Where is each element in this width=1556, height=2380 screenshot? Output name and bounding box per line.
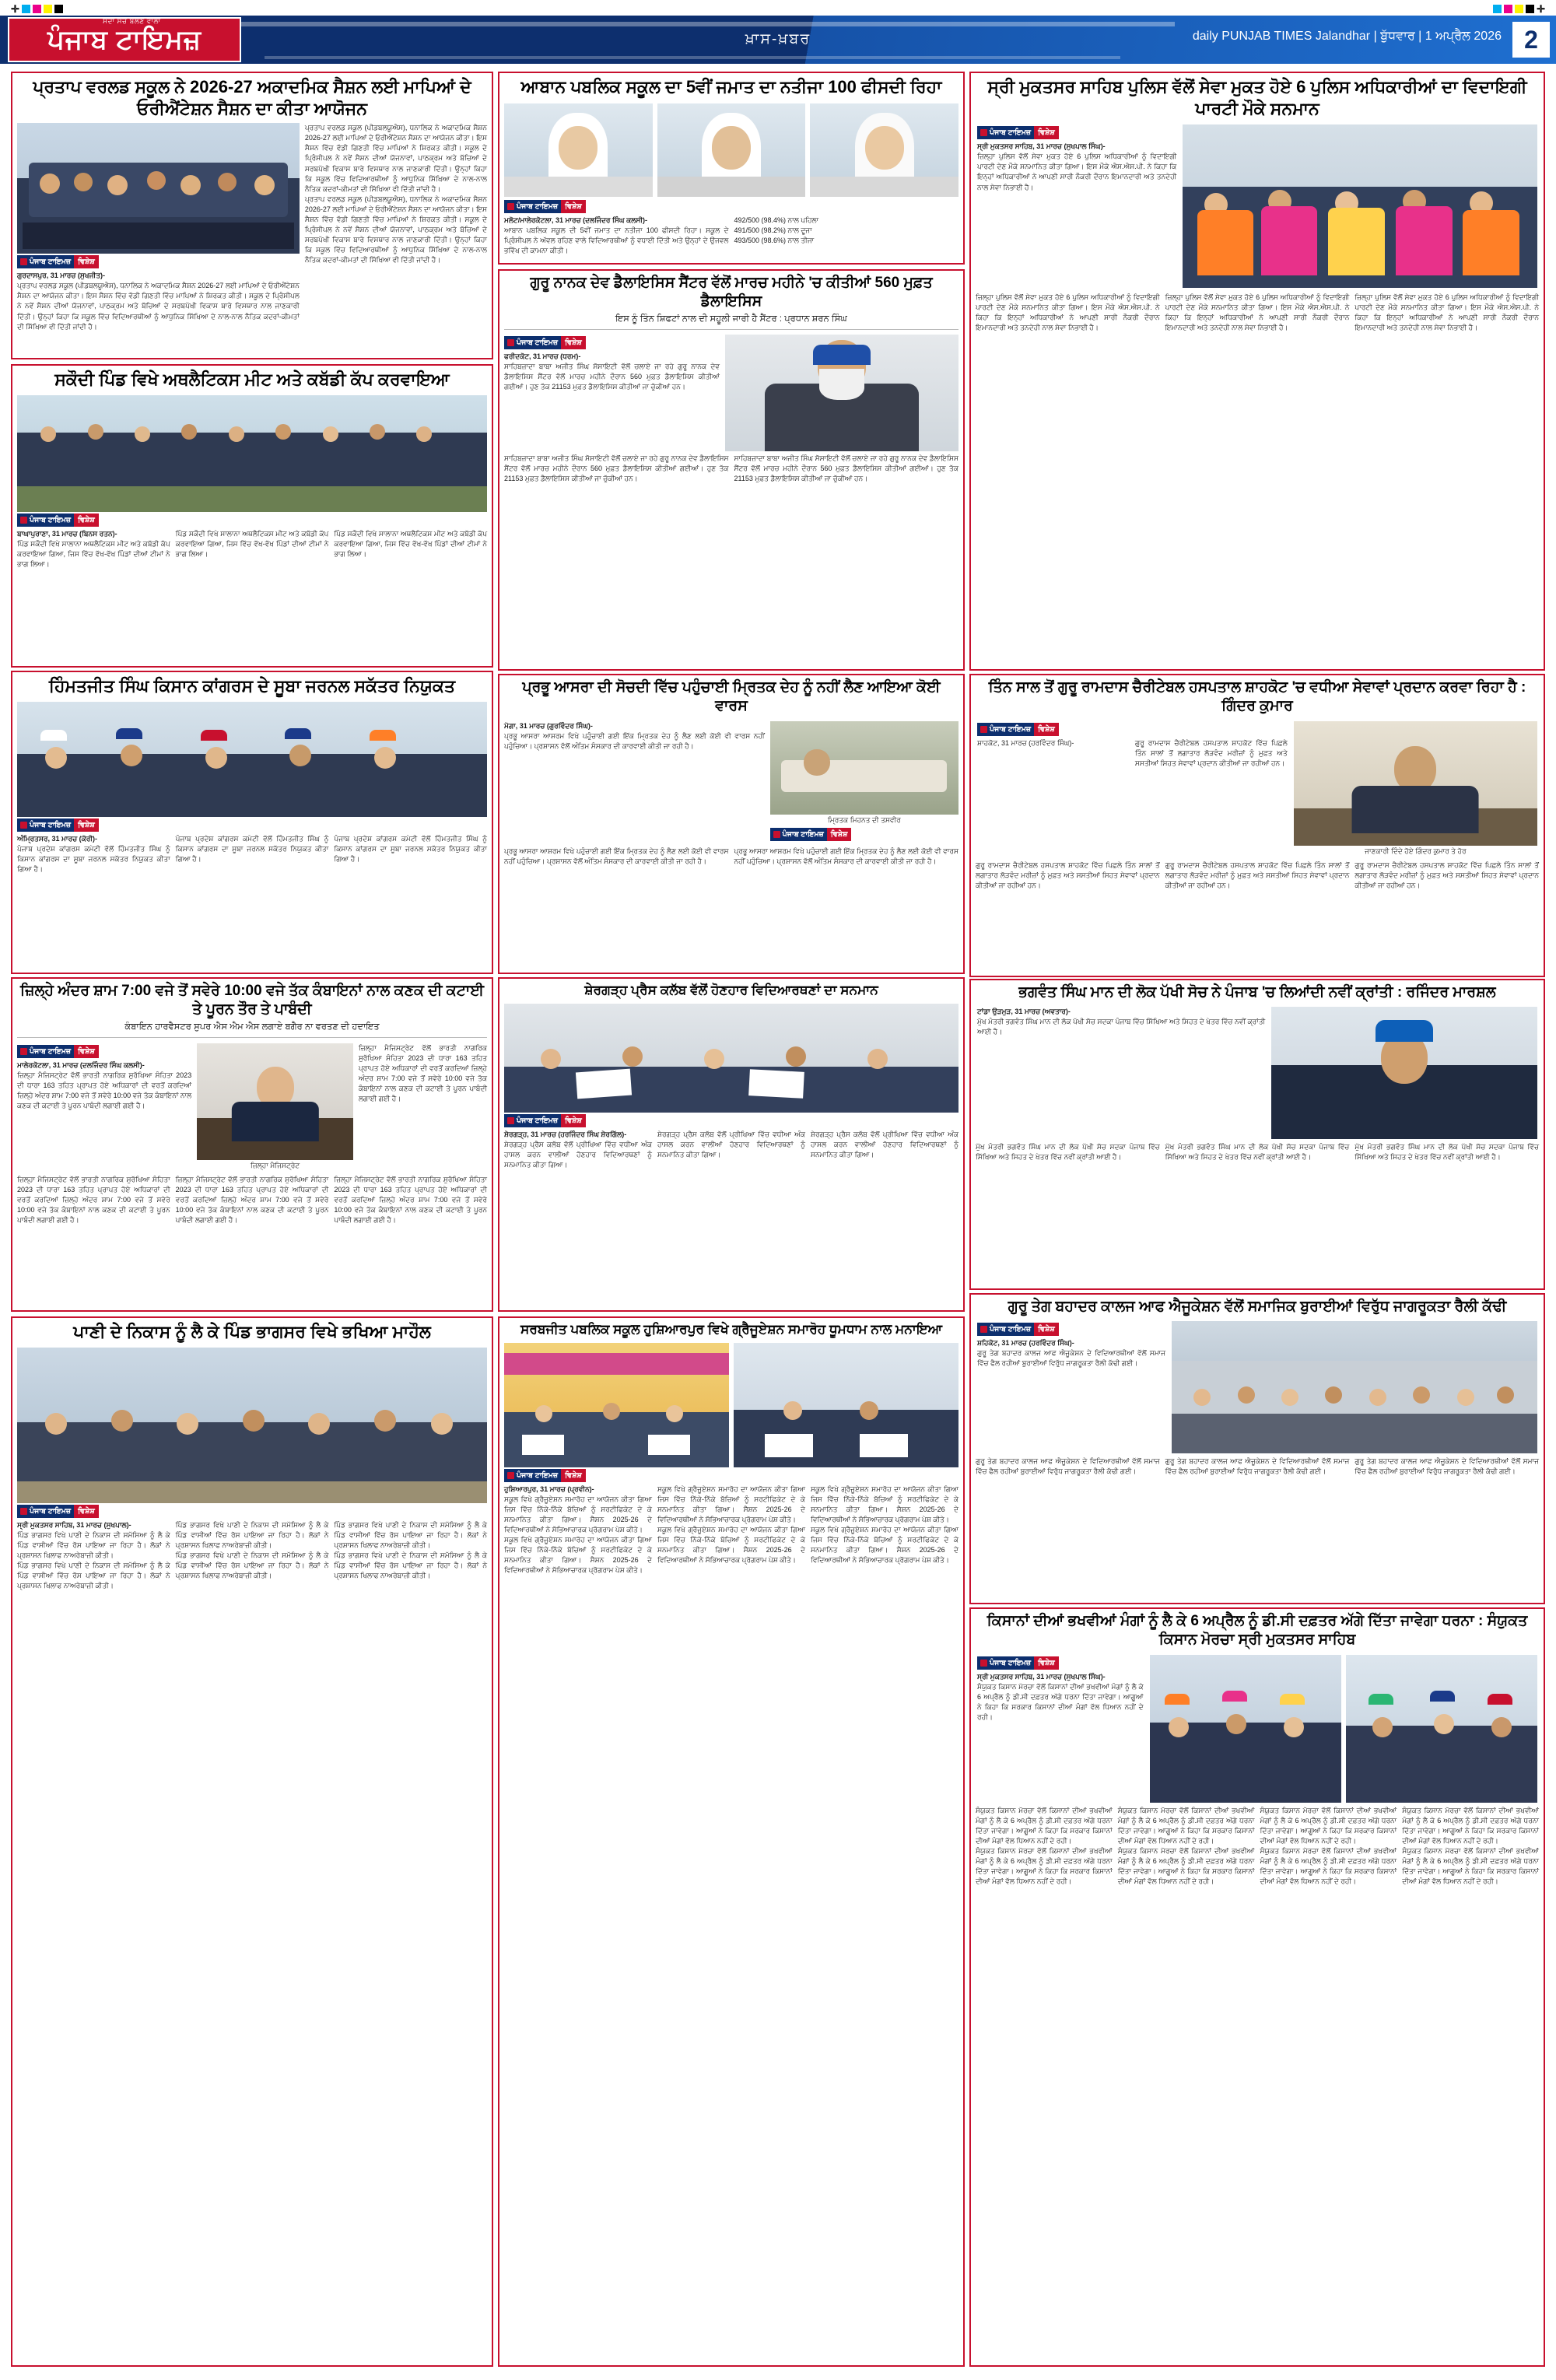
article-dateline: ਹੁਸ਼ਿਆਰਪੁਰ, 31 ਮਾਰਚ (ਪ੍ਰਵੀਨ)- — [504, 1484, 594, 1493]
masthead — [0, 16, 1556, 64]
photo-credit-tag — [17, 1045, 99, 1058]
article-body-col2: ਸੰਯੁਕਤ ਕਿਸਾਨ ਮੋਰਚਾ ਵੱਲੋਂ ਕਿਸਾਨਾਂ ਦੀਆਂ ਭਖਵੀਆਂ ਮੰਗਾਂ ਨੂੰ ਲੈ ਕੇ 6 ਅਪ੍ਰੈਲ ਨੂੰ ਡੀ.ਸੀ ਦਫ਼ਤਰ ਅੱਗੇ ਧਰਨਾ ਦਿੱਤਾ ਜਾਵੇਗਾ। ਆਗੂਆਂ ਨੇ ਕਿਹਾ ਕਿ ਸਰਕਾਰ ਕਿਸਾਨਾਂ ਦੀਆਂ ਮੰਗਾਂ ਵੱਲ ਧਿਆਨ ਨਹੀਂ ਦੇ ਰਹੀ। — [1117, 1806, 1255, 1845]
article-body-col2b: ਸਕੂਲ ਵਿਖੇ ਗ੍ਰੈਜੂਏਸ਼ਨ ਸਮਾਰੋਹ ਦਾ ਆਯੋਜਨ ਕੀਤਾ ਗਿਆ ਜਿਸ ਵਿੱਚ ਨਿੱਕੇ-ਨਿੱਕੇ ਬੱਚਿਆਂ ਨੂੰ ਸਰਟੀਫਿਕੇਟ ਦੇ ਕੇ ਸਨਮਾਨਿਤ ਕੀਤਾ ਗਿਆ। ਸੈਸ਼ਨ 2025-26 ਦੇ ਵਿਦਿਆਰਥੀਆਂ ਨੇ ਸੱਭਿਆਚਾਰਕ ਪ੍ਰੋਗਰਾਮ ਪੇਸ਼ ਕੀਤੇ। — [657, 1525, 805, 1565]
crosshair-icon: ✛ — [1537, 2, 1545, 15]
article-dateline: ਬਾਘਾਪੁਰਾਣਾ, 31 ਮਾਰਚ (ਬਿਨਸ ਰਤਨ)- — [17, 530, 117, 538]
photo-credit-tag — [770, 828, 852, 841]
article-wheat-harvest-ban — [11, 977, 493, 1312]
article-muktsar-police-farewell — [969, 72, 1545, 671]
photo-credit-tag — [17, 514, 99, 527]
photo-credit-tag — [17, 255, 99, 268]
article-photo — [1172, 1321, 1537, 1453]
headline: ਪ੍ਰਤਾਪ ਵਰਲਡ ਸਕੂਲ ਨੇ 2026-27 ਅਕਾਦਮਿਕ ਸੈਸ਼ਨ ਲਈ ਮਾਪਿਆਂ ਦੇ ਓਰੀਐਂਟੇਸ਼ਨ ਸੈਸ਼ਨ ਦਾ ਕੀਤਾ ਆਯੋਜਨ — [33, 77, 471, 119]
article-body-cont: ਪਿੰਡ ਭਾਗਸਰ ਵਿਖੇ ਪਾਣੀ ਦੇ ਨਿਕਾਸ ਦੀ ਸਮੱਸਿਆ ਨੂੰ ਲੈ ਕੇ ਪਿੰਡ ਵਾਸੀਆਂ ਵਿੱਚ ਰੋਸ ਪਾਇਆ ਜਾ ਰਿਹਾ ਹੈ। ਲੋਕਾਂ ਨੇ ਪ੍ਰਸ਼ਾਸਨ ਖਿਲਾਫ ਨਾਅਰੇਬਾਜ਼ੀ ਕੀਤੀ। — [17, 1562, 170, 1590]
article-body-col2: ਮੁੱਖ ਮੰਤਰੀ ਭਗਵੰਤ ਸਿੰਘ ਮਾਨ ਦੀ ਲੋਕ ਪੱਖੀ ਸੋਚ ਸਦਕਾ ਪੰਜਾਬ ਵਿੱਚ ਸਿੱਖਿਆ ਅਤੇ ਸਿਹਤ ਦੇ ਖੇਤਰ ਵਿੱਚ ਨਵੀਂ ਕ੍ਰਾਂਤੀ ਆਈ ਹੈ। — [1165, 1143, 1350, 1162]
credit-tag: ਵਿਸ਼ੇਸ਼ — [1034, 1323, 1059, 1336]
article-body-b: ਜ਼ਿਲ੍ਹਾ ਮੈਜਿਸਟ੍ਰੇਟ ਵੱਲੋਂ ਭਾਰਤੀ ਨਾਗਰਿਕ ਸੁਰੱਖਿਆ ਸੰਹਿਤਾ 2023 ਦੀ ਧਾਰਾ 163 ਤਹਿਤ ਪ੍ਰਾਪਤ ਹੋਏ ਅਧਿਕਾਰਾਂ ਦੀ ਵਰਤੋਂ ਕਰਦਿਆਂ ਜ਼ਿਲ੍ਹੇ ਅੰਦਰ ਸ਼ਾਮ 7:00 ਵਜੇ ਤੋਂ ਸਵੇਰੇ 10:00 ਵਜੇ ਤੱਕ ਕੰਬਾਇਨਾਂ ਨਾਲ ਕਣਕ ਦੀ ਕਟਾਈ ਤੇ ਪੂਰਨ ਪਾਬੰਦੀ ਲਗਾਈ ਗਈ ਹੈ। — [175, 1175, 329, 1224]
article-dateline: ਅੰਮ੍ਰਿਤਸਰ, 31 ਮਾਰਚ (ਕੋਰੀ)- — [17, 835, 98, 843]
credit-tag: ਵਿਸ਼ੇਸ਼ — [561, 1114, 586, 1127]
credit-tag: ਵਿਸ਼ੇਸ਼ — [1034, 723, 1059, 736]
article-bhagwant-mann — [969, 979, 1545, 1290]
article-body-col3: ਸਕੂਲ ਵਿਖੇ ਗ੍ਰੈਜੂਏਸ਼ਨ ਸਮਾਰੋਹ ਦਾ ਆਯੋਜਨ ਕੀਤਾ ਗਿਆ ਜਿਸ ਵਿੱਚ ਨਿੱਕੇ-ਨਿੱਕੇ ਬੱਚਿਆਂ ਨੂੰ ਸਰਟੀਫਿਕੇਟ ਦੇ ਕੇ ਸਨਮਾਨਿਤ ਕੀਤਾ ਗਿਆ। ਸੈਸ਼ਨ 2025-26 ਦੇ ਵਿਦਿਆਰਥੀਆਂ ਨੇ ਸੱਭਿਆਚਾਰਕ ਪ੍ਰੋਗਰਾਮ ਪੇਸ਼ ਕੀਤੇ। — [811, 1484, 958, 1523]
credit-brand: ਪੰਜਾਬ ਟਾਇਮਜ਼ — [517, 338, 559, 347]
subheadline: ਕੰਬਾਇਨ ਹਾਰਵੈਸਟਰ ਸੁਪਰ ਐਸ ਐਮ ਐਸ ਲਗਾਏ ਬਗੈਰ ਨਾ ਵਰਤਣ ਦੀ ਹਦਾਇਤ — [124, 1022, 380, 1032]
headline: ਪਾਣੀ ਦੇ ਨਿਕਾਸ ਨੂੰ ਲੈ ਕੇ ਪਿੰਡ ਭਾਗਸਰ ਵਿਖੇ ਭਖਿਆ ਮਾਹੌਲ — [73, 1322, 431, 1341]
article-dateline: ਟਾਂਡਾ ਉੜਮੁੜ, 31 ਮਾਰਚ (ਅਵਤਾਰ)- — [977, 1008, 1071, 1016]
article-photo — [504, 1004, 958, 1113]
article-body: ਜ਼ਿਲ੍ਹਾ ਮੈਜਿਸਟ੍ਰੇਟ ਵੱਲੋਂ ਭਾਰਤੀ ਨਾਗਰਿਕ ਸੁਰੱਖਿਆ ਸੰਹਿਤਾ 2023 ਦੀ ਧਾਰਾ 163 ਤਹਿਤ ਪ੍ਰਾਪਤ ਹੋਏ ਅਧਿਕਾਰਾਂ ਦੀ ਵਰਤੋਂ ਕਰਦਿਆਂ ਜ਼ਿਲ੍ਹੇ ਅੰਦਰ ਸ਼ਾਮ 7:00 ਵਜੇ ਤੋਂ ਸਵੇਰੇ 10:00 ਵਜੇ ਤੱਕ ਕੰਬਾਇਨਾਂ ਨਾਲ ਕਣਕ ਦੀ ਕਟਾਈ ਤੇ ਪੂਰਨ ਪਾਬੰਦੀ ਲਗਾਈ ਗਈ ਹੈ। — [17, 1071, 192, 1109]
credit-brand: ਪੰਜਾਬ ਟਾਇਮਜ਼ — [990, 128, 1032, 138]
article-water-drain — [11, 1316, 493, 2367]
article-photo — [197, 1043, 353, 1160]
credit-tag: ਵਿਸ਼ੇਸ਼ — [74, 818, 99, 832]
photo-credit-tag — [977, 126, 1059, 139]
article-body-col2: ਪਿੰਡ ਭਾਗਸਰ ਵਿਖੇ ਪਾਣੀ ਦੇ ਨਿਕਾਸ ਦੀ ਸਮੱਸਿਆ ਨੂੰ ਲੈ ਕੇ ਪਿੰਡ ਵਾਸੀਆਂ ਵਿੱਚ ਰੋਸ ਪਾਇਆ ਜਾ ਰਿਹਾ ਹੈ। ਲੋਕਾਂ ਨੇ ਪ੍ਰਸ਼ਾਸਨ ਖਿਲਾਫ ਨਾਅਰੇਬਾਜ਼ੀ ਕੀਤੀ। — [175, 1521, 329, 1550]
yellow-swatch-icon — [1515, 5, 1523, 13]
headline: ਜ਼ਿਲ੍ਹੇ ਅੰਦਰ ਸ਼ਾਮ 7:00 ਵਜੇ ਤੋਂ ਸਵੇਰੇ 10:00 ਵਜੇ ਤੱਕ ਕੰਬਾਇਨਾਂ ਨਾਲ ਕਣਕ ਦੀ ਕਟਾਈ ਤੇ ਪੂਰਨ ਤੌਰ ਤੇ ਪਾਬੰਦੀ — [20, 983, 484, 1018]
student-photo — [504, 103, 653, 197]
article-body-col2: ਪੰਜਾਬ ਪ੍ਰਦੇਸ਼ ਕਾਂਗਰਸ ਕਮੇਟੀ ਵੱਲੋਂ ਹਿੰਮਤਜੀਤ ਸਿੰਘ ਨੂੰ ਕਿਸਾਨ ਕਾਂਗਰਸ ਦਾ ਸੂਬਾ ਜਰਨਲ ਸਕੱਤਰ ਨਿਯੁਕਤ ਕੀਤਾ ਗਿਆ ਹੈ। — [175, 835, 329, 864]
article-dateline: ਸ਼ਹਿਕੋਟ, 31 ਮਾਰਚ (ਹਰਵਿੰਦਰ ਸਿੰਘ)- — [977, 1339, 1074, 1348]
photo-credit-tag — [504, 336, 586, 349]
credit-brand: ਪੰਜਾਬ ਟਾਇਮਜ਼ — [30, 258, 72, 267]
article-body-col3: ਸੰਯੁਕਤ ਕਿਸਾਨ ਮੋਰਚਾ ਵੱਲੋਂ ਕਿਸਾਨਾਂ ਦੀਆਂ ਭਖਵੀਆਂ ਮੰਗਾਂ ਨੂੰ ਲੈ ਕੇ 6 ਅਪ੍ਰੈਲ ਨੂੰ ਡੀ.ਸੀ ਦਫ਼ਤਰ ਅੱਗੇ ਧਰਨਾ ਦਿੱਤਾ ਜਾਵੇਗਾ। ਆਗੂਆਂ ਨੇ ਕਿਹਾ ਕਿ ਸਰਕਾਰ ਕਿਸਾਨਾਂ ਦੀਆਂ ਮੰਗਾਂ ਵੱਲ ਧਿਆਨ ਨਹੀਂ ਦੇ ਰਹੀ। — [1260, 1806, 1397, 1845]
article-body-col3: ਪਿੰਡ ਭਾਗਸਰ ਵਿਖੇ ਪਾਣੀ ਦੇ ਨਿਕਾਸ ਦੀ ਸਮੱਸਿਆ ਨੂੰ ਲੈ ਕੇ ਪਿੰਡ ਵਾਸੀਆਂ ਵਿੱਚ ਰੋਸ ਪਾਇਆ ਜਾ ਰਿਹਾ ਹੈ। ਲੋਕਾਂ ਨੇ ਪ੍ਰਸ਼ਾਸਨ ਖਿਲਾਫ ਨਾਅਰੇਬਾਜ਼ੀ ਕੀਤੀ। — [334, 1521, 488, 1550]
logo-tagline: ਸਦਾ ਸੱਚ ਬੋਲਣ ਵਾਲਾ — [103, 17, 161, 25]
credit-tag: ਵਿਸ਼ੇਸ਼ — [561, 1469, 586, 1482]
article-body: ਮੁੱਖ ਮੰਤਰੀ ਭਗਵੰਤ ਸਿੰਘ ਮਾਨ ਦੀ ਲੋਕ ਪੱਖੀ ਸੋਚ ਸਦਕਾ ਪੰਜਾਬ ਵਿੱਚ ਸਿੱਖਿਆ ਅਤੇ ਸਿਹਤ ਦੇ ਖੇਤਰ ਵਿੱਚ ਨਵੀਂ ਕ੍ਰਾਂਤੀ ਆਈ ਹੈ। — [977, 1018, 1266, 1036]
article-dateline: ਸ਼ੇਰਗੜ੍ਹ, 31 ਮਾਰਚ (ਹਰਜਿੰਦਰ ਸਿੰਘ ਸ਼ੇਰਗਿੱਲ)- — [504, 1130, 627, 1138]
article-body-col1: ਸੰਯੁਕਤ ਕਿਸਾਨ ਮੋਰਚਾ ਵੱਲੋਂ ਕਿਸਾਨਾਂ ਦੀਆਂ ਭਖਵੀਆਂ ਮੰਗਾਂ ਨੂੰ ਲੈ ਕੇ 6 ਅਪ੍ਰੈਲ ਨੂੰ ਡੀ.ਸੀ ਦਫ਼ਤਰ ਅੱਗੇ ਧਰਨਾ ਦਿੱਤਾ ਜਾਵੇਗਾ। ਆਗੂਆਂ ਨੇ ਕਿਹਾ ਕਿ ਸਰਕਾਰ ਕਿਸਾਨਾਂ ਦੀਆਂ ਮੰਗਾਂ ਵੱਲ ਧਿਆਨ ਨਹੀਂ ਦੇ ਰਹੀ। — [976, 1806, 1113, 1845]
headline: ਆਬਾਨ ਪਬਲਿਕ ਸਕੂਲ ਦਾ 5ਵੀਂ ਜਮਾਤ ਦਾ ਨਤੀਜਾ 100 ਫੀਸਦੀ ਰਿਹਾ — [520, 77, 942, 96]
article-body-col3b: ਸਕੂਲ ਵਿਖੇ ਗ੍ਰੈਜੂਏਸ਼ਨ ਸਮਾਰੋਹ ਦਾ ਆਯੋਜਨ ਕੀਤਾ ਗਿਆ ਜਿਸ ਵਿੱਚ ਨਿੱਕੇ-ਨਿੱਕੇ ਬੱਚਿਆਂ ਨੂੰ ਸਰਟੀਫਿਕੇਟ ਦੇ ਕੇ ਸਨਮਾਨਿਤ ਕੀਤਾ ਗਿਆ। ਸੈਸ਼ਨ 2025-26 ਦੇ ਵਿਦਿਆਰਥੀਆਂ ਨੇ ਸੱਭਿਆਚਾਰਕ ਪ੍ਰੋਗਰਾਮ ਪੇਸ਼ ਕੀਤੇ। — [811, 1525, 958, 1565]
credit-brand: ਪੰਜਾਬ ਟਾਇਮਜ਼ — [30, 821, 72, 830]
article-dateline: ਮਲੋਟ/ਮਾਲੇਰਕੋਟਲਾ, 31 ਮਾਰਚ (ਦਲਜਿੰਦਰ ਸਿੰਘ ਕਲਸੀ)- — [504, 216, 648, 225]
logo-title: ਪੰਜਾਬ ਟਾਇਮਜ਼ — [47, 24, 202, 54]
headline: ਸ਼ੇਰਗੜ੍ਹ ਪ੍ਰੈਸ ਕਲੱਬ ਵੱਲੋਂ ਹੋਣਹਾਰ ਵਿਦਿਆਰਥਣਾਂ ਦਾ ਸਨਮਾਨ — [584, 983, 878, 997]
article-body-col1: ਮੁੱਖ ਮੰਤਰੀ ਭਗਵੰਤ ਸਿੰਘ ਮਾਨ ਦੀ ਲੋਕ ਪੱਖੀ ਸੋਚ ਸਦਕਾ ਪੰਜਾਬ ਵਿੱਚ ਸਿੱਖਿਆ ਅਤੇ ਸਿਹਤ ਦੇ ਖੇਤਰ ਵਿੱਚ ਨਵੀਂ ਕ੍ਰਾਂਤੀ ਆਈ ਹੈ। — [976, 1143, 1160, 1162]
article-dateline: ਸ੍ਰੀ ਮੁਕਤਸਰ ਸਾਹਿਬ, 31 ਮਾਰਚ (ਸੁਖਪਾਲ ਸਿੰਘ)- — [977, 1672, 1106, 1681]
article-body-a: ਜ਼ਿਲ੍ਹਾ ਮੈਜਿਸਟ੍ਰੇਟ ਵੱਲੋਂ ਭਾਰਤੀ ਨਾਗਰਿਕ ਸੁਰੱਖਿਆ ਸੰਹਿਤਾ 2023 ਦੀ ਧਾਰਾ 163 ਤਹਿਤ ਪ੍ਰਾਪਤ ਹੋਏ ਅਧਿਕਾਰਾਂ ਦੀ ਵਰਤੋਂ ਕਰਦਿਆਂ ਜ਼ਿਲ੍ਹੇ ਅੰਦਰ ਸ਼ਾਮ 7:00 ਵਜੇ ਤੋਂ ਸਵੇਰੇ 10:00 ਵਜੇ ਤੱਕ ਕੰਬਾਇਨਾਂ ਨਾਲ ਕਣਕ ਦੀ ਕਟਾਈ ਤੇ ਪੂਰਨ ਪਾਬੰਦੀ ਲਗਾਈ ਗਈ ਹੈ। — [17, 1175, 170, 1224]
article-body-col3: ਜ਼ਿਲ੍ਹਾ ਪੁਲਿਸ ਵੱਲੋਂ ਸੇਵਾ ਮੁਕਤ ਹੋਏ 6 ਪੁਲਿਸ ਅਧਿਕਾਰੀਆਂ ਨੂੰ ਵਿਦਾਇਗੀ ਪਾਰਟੀ ਦੇਣ ਮੌਕੇ ਸਨਮਾਨਿਤ ਕੀਤਾ ਗਿਆ। ਇਸ ਮੌਕੇ ਐਸ.ਐਸ.ਪੀ. ਨੇ ਕਿਹਾ ਕਿ ਇਨ੍ਹਾਂ ਅਧਿਕਾਰੀਆਂ ਨੇ ਆਪਣੀ ਸਾਰੀ ਨੌਕਰੀ ਦੌਰਾਨ ਇਮਾਨਦਾਰੀ ਅਤੇ ਤਨਦੇਹੀ ਨਾਲ ਸੇਵਾ ਨਿਭਾਈ ਹੈ। — [1354, 293, 1540, 332]
article-dateline: ਸ੍ਰੀ ਮੁਕਤਸਰ ਸਾਹਿਬ, 31 ਮਾਰਚ (ਸੁਖਪਾਲ)- — [17, 1521, 131, 1530]
article-body-col2: ਪਿੰਡ ਸਕੌਦੀ ਵਿਖੇ ਸਾਲਾਨਾ ਅਥਲੈਟਿਕਸ ਮੀਟ ਅਤੇ ਕਬੱਡੀ ਕੱਪ ਕਰਵਾਇਆ ਗਿਆ, ਜਿਸ ਵਿੱਚ ਵੱਖ-ਵੱਖ ਪਿੰਡਾਂ ਦੀਆਂ ਟੀਮਾਂ ਨੇ ਭਾਗ ਲਿਆ। — [175, 530, 329, 559]
article-shergarh-press-club — [498, 977, 965, 1312]
article-body-col2: ਗੁਰੂ ਤੇਗ ਬਹਾਦਰ ਕਾਲਜ ਆਫ ਐਜੂਕੇਸ਼ਨ ਦੇ ਵਿਦਿਆਰਥੀਆਂ ਵੱਲੋਂ ਸਮਾਜ ਵਿੱਚ ਫੈਲ ਰਹੀਆਂ ਬੁਰਾਈਆਂ ਵਿਰੁੱਧ ਜਾਗਰੂਕਤਾ ਰੈਲੀ ਕੱਢੀ ਗਈ। — [1165, 1457, 1350, 1476]
article-photo — [770, 721, 958, 815]
masthead-section-label: ਖ਼ਾਸ-ਖ਼ਬਰ — [745, 31, 811, 47]
headline: ਸਰਬਜੀਤ ਪਬਲਿਕ ਸਕੂਲ ਹੁਸ਼ਿਆਰਪੁਰ ਵਿਖੇ ਗ੍ਰੈਜੂਏਸ਼ਨ ਸਮਾਰੋਹ ਧੂਮਧਾਮ ਨਾਲ ਮਨਾਇਆ — [520, 1322, 942, 1337]
credit-brand: ਪੰਜਾਬ ਟਾਇਮਜ਼ — [517, 1470, 559, 1480]
article-body-col2: ਸਕੂਲ ਵਿਖੇ ਗ੍ਰੈਜੂਏਸ਼ਨ ਸਮਾਰੋਹ ਦਾ ਆਯੋਜਨ ਕੀਤਾ ਗਿਆ ਜਿਸ ਵਿੱਚ ਨਿੱਕੇ-ਨਿੱਕੇ ਬੱਚਿਆਂ ਨੂੰ ਸਰਟੀਫਿਕੇਟ ਦੇ ਕੇ ਸਨਮਾਨਿਤ ਕੀਤਾ ਗਿਆ। ਸੈਸ਼ਨ 2025-26 ਦੇ ਵਿਦਿਆਰਥੀਆਂ ਨੇ ਸੱਭਿਆਚਾਰਕ ਪ੍ਰੋਗਰਾਮ ਪੇਸ਼ ਕੀਤੇ। — [657, 1484, 805, 1523]
article-pratap-world-school — [11, 72, 493, 359]
article-himmatjeet-appointed — [11, 671, 493, 974]
credit-brand: ਪੰਜਾਬ ਟਾਇਮਜ਼ — [30, 516, 72, 525]
article-photo — [1294, 721, 1537, 846]
article-body: ਪ੍ਰਤਾਪ ਵਰਲਡ ਸਕੂਲ (ਪੀਡਬਲਯੂਐਸ), ਧਨਾਲਿਕ ਨੇ ਅਕਾਦਮਿਕ ਸੈਸ਼ਨ 2026-27 ਲਈ ਮਾਪਿਆਂ ਦੇ ਓਰੀਐਂਟੇਸ਼ਨ ਸੈਸ਼ਨ ਦਾ ਆਯੋਜਨ ਕੀਤਾ। ਇਸ ਸੈਸ਼ਨ ਵਿੱਚ ਵੱਡੀ ਗਿਣਤੀ ਵਿੱਚ ਮਾਪਿਆਂ ਨੇ ਸ਼ਿਰਕਤ ਕੀਤੀ। ਸਕੂਲ ਦੇ ਪ੍ਰਿੰਸੀਪਲ ਨੇ ਨਵੇਂ ਸੈਸ਼ਨ ਦੀਆਂ ਯੋਜਨਾਵਾਂ, ਪਾਠਕ੍ਰਮ ਅਤੇ ਬੱਚਿਆਂ ਦੇ ਸਰਬਪੱਖੀ ਵਿਕਾਸ ਬਾਰੇ ਵਿਸਥਾਰ ਨਾਲ ਜਾਣਕਾਰੀ ਦਿੱਤੀ। ਉਨ੍ਹਾਂ ਕਿਹਾ ਕਿ ਸਕੂਲ ਵਿੱਚ ਵਿਦਿਆਰਥੀਆਂ ਨੂੰ ਆਧੁਨਿਕ ਸਿੱਖਿਆ ਦੇ ਨਾਲ-ਨਾਲ ਨੈਤਿਕ ਕਦਰਾਂ-ਕੀਮਤਾਂ ਦੀ ਸਿੱਖਿਆ ਵੀ ਦਿੱਤੀ ਜਾਂਦੀ ਹੈ। — [17, 282, 300, 331]
credit-brand: ਪੰਜਾਬ ਟਾਇਮਜ਼ — [517, 1116, 559, 1125]
credit-tag: ਵਿਸ਼ੇਸ਼ — [561, 336, 586, 349]
credit-brand: ਪੰਜਾਬ ਟਾਇਮਜ਼ — [990, 1658, 1032, 1667]
credit-tag: ਵਿਸ਼ੇਸ਼ — [1034, 126, 1059, 139]
article-body-col3: ਪਿੰਡ ਸਕੌਦੀ ਵਿਖੇ ਸਾਲਾਨਾ ਅਥਲੈਟਿਕਸ ਮੀਟ ਅਤੇ ਕਬੱਡੀ ਕੱਪ ਕਰਵਾਇਆ ਗਿਆ, ਜਿਸ ਵਿੱਚ ਵੱਖ-ਵੱਖ ਪਿੰਡਾਂ ਦੀਆਂ ਟੀਮਾਂ ਨੇ ਭਾਗ ਲਿਆ। — [334, 530, 488, 559]
article-dateline: ਗੁਰਦਾਸਪੁਰ, 31 ਮਾਰਚ (ਸੁਖਜੀਤ)- — [17, 272, 105, 280]
article-ramdas-hospital — [969, 674, 1545, 977]
article-body-col2b: ਪਿੰਡ ਭਾਗਸਰ ਵਿਖੇ ਪਾਣੀ ਦੇ ਨਿਕਾਸ ਦੀ ਸਮੱਸਿਆ ਨੂੰ ਲੈ ਕੇ ਪਿੰਡ ਵਾਸੀਆਂ ਵਿੱਚ ਰੋਸ ਪਾਇਆ ਜਾ ਰਿਹਾ ਹੈ। ਲੋਕਾਂ ਨੇ ਪ੍ਰਸ਼ਾਸਨ ਖਿਲਾਫ ਨਾਅਰੇਬਾਜ਼ੀ ਕੀਤੀ। — [175, 1551, 329, 1580]
article-photo — [725, 335, 958, 451]
cyan-swatch-icon — [1493, 5, 1502, 13]
article-body-col3: ਗੁਰੂ ਤੇਗ ਬਹਾਦਰ ਕਾਲਜ ਆਫ ਐਜੂਕੇਸ਼ਨ ਦੇ ਵਿਦਿਆਰਥੀਆਂ ਵੱਲੋਂ ਸਮਾਜ ਵਿੱਚ ਫੈਲ ਰਹੀਆਂ ਬੁਰਾਈਆਂ ਵਿਰੁੱਧ ਜਾਗਰੂਕਤਾ ਰੈਲੀ ਕੱਢੀ ਗਈ। — [1354, 1457, 1540, 1476]
article-body-col2: ਜ਼ਿਲ੍ਹਾ ਪੁਲਿਸ ਵੱਲੋਂ ਸੇਵਾ ਮੁਕਤ ਹੋਏ 6 ਪੁਲਿਸ ਅਧਿਕਾਰੀਆਂ ਨੂੰ ਵਿਦਾਇਗੀ ਪਾਰਟੀ ਦੇਣ ਮੌਕੇ ਸਨਮਾਨਿਤ ਕੀਤਾ ਗਿਆ। ਇਸ ਮੌਕੇ ਐਸ.ਐਸ.ਪੀ. ਨੇ ਕਿਹਾ ਕਿ ਇਨ੍ਹਾਂ ਅਧਿਕਾਰੀਆਂ ਨੇ ਆਪਣੀ ਸਾਰੀ ਨੌਕਰੀ ਦੌਰਾਨ ਇਮਾਨਦਾਰੀ ਅਤੇ ਤਨਦੇਹੀ ਨਾਲ ਸੇਵਾ ਨਿਭਾਈ ਹੈ। — [1165, 293, 1350, 332]
article-dateline: ਮਾਲੇਰਕੋਟਲਾ, 31 ਮਾਰਚ (ਦਲਜਿੰਦਰ ਸਿੰਘ ਕਲਸੀ)- — [17, 1060, 145, 1069]
reg-marks-left — [11, 4, 63, 14]
article-body: ਪਿੰਡ ਸਕੌਦੀ ਵਿਖੇ ਸਾਲਾਨਾ ਅਥਲੈਟਿਕਸ ਮੀਟ ਅਤੇ ਕਬੱਡੀ ਕੱਪ ਕਰਵਾਇਆ ਗਿਆ, ਜਿਸ ਵਿੱਚ ਵੱਖ-ਵੱਖ ਪਿੰਡਾਂ ਦੀਆਂ ਟੀਮਾਂ ਨੇ ਭਾਗ ਲਿਆ। — [17, 540, 170, 569]
article-body-b: ਗੁਰੂ ਰਾਮਦਾਸ ਚੈਰੀਟੇਬਲ ਹਸਪਤਾਲ ਸ਼ਾਹਕੋਟ ਵਿੱਚ ਪਿਛਲੇ ਤਿੰਨ ਸਾਲਾਂ ਤੋਂ ਲਗਾਤਾਰ ਲੋੜਵੰਦ ਮਰੀਜ਼ਾਂ ਨੂੰ ਮੁਫ਼ਤ ਅਤੇ ਸਸਤੀਆਂ ਸਿਹਤ ਸੇਵਾਵਾਂ ਪ੍ਰਦਾਨ ਕੀਤੀਆਂ ਜਾ ਰਹੀਆਂ ਹਨ। — [1165, 861, 1350, 889]
black-swatch-icon — [54, 5, 63, 13]
headline: ਹਿੰਮਤਜੀਤ ਸਿੰਘ ਕਿਸਾਨ ਕਾਂਗਰਸ ਦੇ ਸੂਬਾ ਜਰਨਲ ਸਕੱਤਰ ਨਿਯੁਕਤ — [48, 676, 456, 696]
photo-credit-tag — [977, 1656, 1059, 1670]
crosshair-icon: ✛ — [11, 2, 19, 15]
article-body: ਗੁਰੂ ਤੇਗ ਬਹਾਦਰ ਕਾਲਜ ਆਫ ਐਜੂਕੇਸ਼ਨ ਦੇ ਵਿਦਿਆਰਥੀਆਂ ਵੱਲੋਂ ਸਮਾਜ ਵਿੱਚ ਫੈਲ ਰਹੀਆਂ ਬੁਰਾਈਆਂ ਵਿਰੁੱਧ ਜਾਗਰੂਕਤਾ ਰੈਲੀ ਕੱਢੀ ਗਈ। — [977, 1349, 1166, 1368]
article-body-a: ਗੁਰੂ ਰਾਮਦਾਸ ਚੈਰੀਟੇਬਲ ਹਸਪਤਾਲ ਸ਼ਾਹਕੋਟ ਵਿੱਚ ਪਿਛਲੇ ਤਿੰਨ ਸਾਲਾਂ ਤੋਂ ਲਗਾਤਾਰ ਲੋੜਵੰਦ ਮਰੀਜ਼ਾਂ ਨੂੰ ਮੁਫ਼ਤ ਅਤੇ ਸਸਤੀਆਂ ਸਿਹਤ ਸੇਵਾਵਾਂ ਪ੍ਰਦਾਨ ਕੀਤੀਆਂ ਜਾ ਰਹੀਆਂ ਹਨ। — [976, 861, 1160, 889]
article-body-col1: ਪ੍ਰਭੂ ਆਸਰਾ ਆਸ਼ਰਮ ਵਿਖੇ ਪਹੁੰਚਾਈ ਗਈ ਇੱਕ ਮ੍ਰਿਤਕ ਦੇਹ ਨੂੰ ਲੈਣ ਲਈ ਕੋਈ ਵੀ ਵਾਰਸ ਨਹੀਂ ਪਹੁੰਚਿਆ। ਪ੍ਰਸ਼ਾਸਨ ਵੱਲੋਂ ਅੰਤਿਮ ਸੰਸਕਾਰ ਦੀ ਕਾਰਵਾਈ ਕੀਤੀ ਜਾ ਰਹੀ ਹੈ। — [504, 846, 729, 865]
reg-marks-right — [1493, 4, 1545, 14]
credit-tag: ਵਿਸ਼ੇਸ਼ — [74, 514, 99, 527]
article-body-col3b: ਪਿੰਡ ਭਾਗਸਰ ਵਿਖੇ ਪਾਣੀ ਦੇ ਨਿਕਾਸ ਦੀ ਸਮੱਸਿਆ ਨੂੰ ਲੈ ਕੇ ਪਿੰਡ ਵਾਸੀਆਂ ਵਿੱਚ ਰੋਸ ਪਾਇਆ ਜਾ ਰਿਹਾ ਹੈ। ਲੋਕਾਂ ਨੇ ਪ੍ਰਸ਼ਾਸਨ ਖਿਲਾਫ ਨਾਅਰੇਬਾਜ਼ੀ ਕੀਤੀ। — [334, 1551, 488, 1580]
headline: ਸ੍ਰੀ ਮੁਕਤਸਰ ਸਾਹਿਬ ਪੁਲਿਸ ਵੱਲੋਂ ਸੇਵਾ ਮੁਕਤ ਹੋਏ 6 ਪੁਲਿਸ ਅਧਿਕਾਰੀਆਂ ਦਾ ਵਿਦਾਇਗੀ ਪਾਰਟੀ ਮੌਕੇ ਸਨਮਾਨ — [987, 77, 1527, 119]
article-body: ਪਿੰਡ ਭਾਗਸਰ ਵਿਖੇ ਪਾਣੀ ਦੇ ਨਿਕਾਸ ਦੀ ਸਮੱਸਿਆ ਨੂੰ ਲੈ ਕੇ ਪਿੰਡ ਵਾਸੀਆਂ ਵਿੱਚ ਰੋਸ ਪਾਇਆ ਜਾ ਰਿਹਾ ਹੈ। ਲੋਕਾਂ ਨੇ ਪ੍ਰਸ਼ਾਸਨ ਖਿਲਾਫ ਨਾਅਰੇਬਾਜ਼ੀ ਕੀਤੀ। — [17, 1531, 170, 1560]
article-photo — [17, 702, 487, 817]
article-body: ਜ਼ਿਲ੍ਹਾ ਪੁਲਿਸ ਵੱਲੋਂ ਸੇਵਾ ਮੁਕਤ ਹੋਏ 6 ਪੁਲਿਸ ਅਧਿਕਾਰੀਆਂ ਨੂੰ ਵਿਦਾਇਗੀ ਪਾਰਟੀ ਦੇਣ ਮੌਕੇ ਸਨਮਾਨਿਤ ਕੀਤਾ ਗਿਆ। ਇਸ ਮੌਕੇ ਐਸ.ਐਸ.ਪੀ. ਨੇ ਕਿਹਾ ਕਿ ਇਨ੍ਹਾਂ ਅਧਿਕਾਰੀਆਂ ਨੇ ਆਪਣੀ ਸਾਰੀ ਨੌਕਰੀ ਦੌਰਾਨ ਇਮਾਨਦਾਰੀ ਅਤੇ ਤਨਦੇਹੀ ਨਾਲ ਸੇਵਾ ਨਿਭਾਈ ਹੈ। — [977, 152, 1177, 191]
headline: ਤਿੰਨ ਸਾਲ ਤੋਂ ਗੁਰੂ ਰਾਮਦਾਸ ਚੈਰੀਟੇਬਲ ਹਸਪਤਾਲ ਸ਼ਾਹਕੋਟ 'ਚ ਵਧੀਆ ਸੇਵਾਵਾਂ ਪ੍ਰਦਾਨ ਕਰਵਾ ਰਿਹਾ ਹੈ : ਗਿੰਦਰ ਕੁਮਾਰ — [988, 679, 1526, 715]
magenta-swatch-icon — [1504, 5, 1512, 13]
headline: ਕਿਸਾਨਾਂ ਦੀਆਂ ਭਖਵੀਆਂ ਮੰਗਾਂ ਨੂੰ ਲੈ ਕੇ 6 ਅਪ੍ਰੈਲ ਨੂੰ ਡੀ.ਸੀ ਦਫ਼ਤਰ ਅੱਗੇ ਦਿੱਤਾ ਜਾਵੇਗਾ ਧਰਨਾ : ਸੰਯੁਕਤ ਕਿਸਾਨ ਮੋਰਚਾ ਸ੍ਰੀ ਮੁਕਤਸਰ ਸਾਹਿਬ — [987, 1613, 1528, 1649]
student-photo-row — [499, 100, 963, 198]
student-photo — [657, 103, 806, 197]
article-body-col2b: ਸੰਯੁਕਤ ਕਿਸਾਨ ਮੋਰਚਾ ਵੱਲੋਂ ਕਿਸਾਨਾਂ ਦੀਆਂ ਭਖਵੀਆਂ ਮੰਗਾਂ ਨੂੰ ਲੈ ਕੇ 6 ਅਪ੍ਰੈਲ ਨੂੰ ਡੀ.ਸੀ ਦਫ਼ਤਰ ਅੱਗੇ ਧਰਨਾ ਦਿੱਤਾ ਜਾਵੇਗਾ। ਆਗੂਆਂ ਨੇ ਕਿਹਾ ਕਿ ਸਰਕਾਰ ਕਿਸਾਨਾਂ ਦੀਆਂ ਮੰਗਾਂ ਵੱਲ ਧਿਆਨ ਨਹੀਂ ਦੇ ਰਹੀ। — [1117, 1846, 1255, 1885]
article-dateline: ਫਰੀਦਕੋਟ, 31 ਮਾਰਚ (ਧਰਮ)- — [504, 352, 581, 360]
credit-brand: ਪੰਜਾਬ ਟਾਇਮਜ਼ — [990, 724, 1032, 734]
article-gtb-college-rally — [969, 1293, 1545, 1604]
article-photo — [1271, 1007, 1537, 1139]
article-body-col3: ਸ਼ੇਰਗੜ੍ਹ ਪ੍ਰੈਸ ਕਲੱਬ ਵੱਲੋਂ ਪ੍ਰੀਖਿਆ ਵਿੱਚ ਵਧੀਆ ਅੰਕ ਹਾਸਲ ਕਰਨ ਵਾਲੀਆਂ ਹੋਣਹਾਰ ਵਿਦਿਆਰਥਣਾਂ ਨੂੰ ਸਨਮਾਨਿਤ ਕੀਤਾ ਗਿਆ। — [811, 1130, 958, 1158]
article-body-col2: ਸਾਹਿਬਜ਼ਾਦਾ ਬਾਬਾ ਅਜੀਤ ਸਿੰਘ ਸੋਸਾਇਟੀ ਵੱਲੋਂ ਚਲਾਏ ਜਾ ਰਹੇ ਗੁਰੂ ਨਾਨਕ ਦੇਵ ਡੈਲਾਇਸਿਸ ਸੈਂਟਰ ਵੱਲੋਂ ਮਾਰਚ ਮਹੀਨੇ ਦੌਰਾਨ 560 ਮੁਫ਼ਤ ਡੈਲਾਇਸਿਸ ਕੀਤੀਆਂ ਗਈਆਂ। ਹੁਣ ਤੱਕ 21153 ਮੁਫ਼ਤ ਡੈਲਾਇਸਿਸ ਕੀਤੀਆਂ ਜਾ ਚੁੱਕੀਆਂ ਹਨ। — [734, 454, 958, 482]
article-body-col3: ਪੰਜਾਬ ਪ੍ਰਦੇਸ਼ ਕਾਂਗਰਸ ਕਮੇਟੀ ਵੱਲੋਂ ਹਿੰਮਤਜੀਤ ਸਿੰਘ ਨੂੰ ਕਿਸਾਨ ਕਾਂਗਰਸ ਦਾ ਸੂਬਾ ਜਰਨਲ ਸਕੱਤਰ ਨਿਯੁਕਤ ਕੀਤਾ ਗਿਆ ਹੈ। — [334, 835, 488, 864]
article-body: ਆਬਾਨ ਪਬਲਿਕ ਸਕੂਲ ਦੀ 5ਵੀਂ ਜਮਾਤ ਦਾ ਨਤੀਜਾ 100 ਫੀਸਦੀ ਰਿਹਾ। ਸਕੂਲ ਦੇ ਪ੍ਰਿੰਸੀਪਲ ਨੇ ਅੱਵਲ ਰਹਿਣ ਵਾਲੇ ਵਿਦਿਆਰਥੀਆਂ ਨੂੰ ਵਧਾਈ ਦਿੱਤੀ ਅਤੇ ਉਨ੍ਹਾਂ ਦੇ ਉਜਵਲ ਭਵਿੱਖ ਦੀ ਕਾਮਨਾ ਕੀਤੀ। — [504, 226, 729, 255]
headline: ਪ੍ਰਭੂ ਆਸਰਾ ਦੀ ਸੋਚਦੀ ਵਿੱਚ ਪਹੁੰਚਾਈ ਮ੍ਰਿਤਕ ਦੇਹ ਨੂੰ ਨਹੀਂ ਲੈਣ ਆਇਆ ਕੋਈ ਵਾਰਸ — [522, 679, 941, 715]
article-body-col4b: ਸੰਯੁਕਤ ਕਿਸਾਨ ਮੋਰਚਾ ਵੱਲੋਂ ਕਿਸਾਨਾਂ ਦੀਆਂ ਭਖਵੀਆਂ ਮੰਗਾਂ ਨੂੰ ਲੈ ਕੇ 6 ਅਪ੍ਰੈਲ ਨੂੰ ਡੀ.ਸੀ ਦਫ਼ਤਰ ਅੱਗੇ ਧਰਨਾ ਦਿੱਤਾ ਜਾਵੇਗਾ। ਆਗੂਆਂ ਨੇ ਕਿਹਾ ਕਿ ਸਰਕਾਰ ਕਿਸਾਨਾਂ ਦੀਆਂ ਮੰਗਾਂ ਵੱਲ ਧਿਆਨ ਨਹੀਂ ਦੇ ਰਹੀ। — [1402, 1846, 1539, 1885]
article-body-col2: ਸ਼ੇਰਗੜ੍ਹ ਪ੍ਰੈਸ ਕਲੱਬ ਵੱਲੋਂ ਪ੍ਰੀਖਿਆ ਵਿੱਚ ਵਧੀਆ ਅੰਕ ਹਾਸਲ ਕਰਨ ਵਾਲੀਆਂ ਹੋਣਹਾਰ ਵਿਦਿਆਰਥਣਾਂ ਨੂੰ ਸਨਮਾਨਿਤ ਕੀਤਾ ਗਿਆ। — [657, 1130, 805, 1158]
article-body-col1: ਗੁਰੂ ਰਾਮਦਾਸ ਚੈਰੀਟੇਬਲ ਹਸਪਤਾਲ ਸ਼ਾਹਕੋਟ ਵਿੱਚ ਪਿਛਲੇ ਤਿੰਨ ਸਾਲਾਂ ਤੋਂ ਲਗਾਤਾਰ ਲੋੜਵੰਦ ਮਰੀਜ਼ਾਂ ਨੂੰ ਮੁਫ਼ਤ ਅਤੇ ਸਸਤੀਆਂ ਸਿਹਤ ਸੇਵਾਵਾਂ ਪ੍ਰਦਾਨ ਕੀਤੀਆਂ ਜਾ ਰਹੀਆਂ ਹਨ। — [1134, 738, 1288, 767]
student-photo — [810, 103, 958, 197]
article-body: ਸਾਹਿਬਜ਼ਾਦਾ ਬਾਬਾ ਅਜੀਤ ਸਿੰਘ ਸੋਸਾਇਟੀ ਵੱਲੋਂ ਚਲਾਏ ਜਾ ਰਹੇ ਗੁਰੂ ਨਾਨਕ ਦੇਵ ਡੈਲਾਇਸਿਸ ਸੈਂਟਰ ਵੱਲੋਂ ਮਾਰਚ ਮਹੀਨੇ ਦੌਰਾਨ 560 ਮੁਫ਼ਤ ਡੈਲਾਇਸਿਸ ਕੀਤੀਆਂ ਗਈਆਂ। ਹੁਣ ਤੱਕ 21153 ਮੁਫ਼ਤ ਡੈਲਾਇਸਿਸ ਕੀਤੀਆਂ ਜਾ ਚੁੱਕੀਆਂ ਹਨ। — [504, 362, 720, 391]
credit-tag: ਵਿਸ਼ੇਸ਼ — [74, 1505, 99, 1518]
article-body-col1: ਜ਼ਿਲ੍ਹਾ ਪੁਲਿਸ ਵੱਲੋਂ ਸੇਵਾ ਮੁਕਤ ਹੋਏ 6 ਪੁਲਿਸ ਅਧਿਕਾਰੀਆਂ ਨੂੰ ਵਿਦਾਇਗੀ ਪਾਰਟੀ ਦੇਣ ਮੌਕੇ ਸਨਮਾਨਿਤ ਕੀਤਾ ਗਿਆ। ਇਸ ਮੌਕੇ ਐਸ.ਐਸ.ਪੀ. ਨੇ ਕਿਹਾ ਕਿ ਇਨ੍ਹਾਂ ਅਧਿਕਾਰੀਆਂ ਨੇ ਆਪਣੀ ਸਾਰੀ ਨੌਕਰੀ ਦੌਰਾਨ ਇਮਾਨਦਾਰੀ ਅਤੇ ਤਨਦੇਹੀ ਨਾਲ ਸੇਵਾ ਨਿਭਾਈ ਹੈ। — [976, 293, 1160, 332]
print-registration-bar — [0, 0, 1556, 17]
article-body-col3: ਮੁੱਖ ਮੰਤਰੀ ਭਗਵੰਤ ਸਿੰਘ ਮਾਨ ਦੀ ਲੋਕ ਪੱਖੀ ਸੋਚ ਸਦਕਾ ਪੰਜਾਬ ਵਿੱਚ ਸਿੱਖਿਆ ਅਤੇ ਸਿਹਤ ਦੇ ਖੇਤਰ ਵਿੱਚ ਨਵੀਂ ਕ੍ਰਾਂਤੀ ਆਈ ਹੈ। — [1354, 1143, 1540, 1162]
article-graduation-ceremony — [498, 1316, 965, 2367]
result-line-2: 491/500 (98.2%) ਨਾਲ ਦੂਜਾ — [734, 226, 812, 235]
article-body: ਸਕੂਲ ਵਿਖੇ ਗ੍ਰੈਜੂਏਸ਼ਨ ਸਮਾਰੋਹ ਦਾ ਆਯੋਜਨ ਕੀਤਾ ਗਿਆ ਜਿਸ ਵਿੱਚ ਨਿੱਕੇ-ਨਿੱਕੇ ਬੱਚਿਆਂ ਨੂੰ ਸਰਟੀਫਿਕੇਟ ਦੇ ਕੇ ਸਨਮਾਨਿਤ ਕੀਤਾ ਗਿਆ। ਸੈਸ਼ਨ 2025-26 ਦੇ ਵਿਦਿਆਰਥੀਆਂ ਨੇ ਸੱਭਿਆਚਾਰਕ ਪ੍ਰੋਗਰਾਮ ਪੇਸ਼ ਕੀਤੇ। — [504, 1495, 652, 1534]
photo-credit-tag — [17, 1505, 99, 1518]
article-photo — [504, 1343, 729, 1467]
result-line-3: 493/500 (98.6%) ਨਾਲ ਤੀਜਾ — [734, 237, 815, 245]
yellow-swatch-icon — [44, 5, 52, 13]
article-dateline: ਮੋਗਾ, 31 ਮਾਰਚ (ਗੁਰਵਿੰਦਰ ਸਿੰਘ)- — [504, 721, 593, 730]
article-dateline: ਸ਼ਾਹਕੋਟ, 31 ਮਾਰਚ (ਹਰਵਿੰਦਰ ਸਿੰਘ)- — [977, 738, 1074, 747]
credit-brand: ਪੰਜਾਬ ਟਾਇਮਜ਼ — [990, 1325, 1032, 1334]
article-body-col1: ਸਾਹਿਬਜ਼ਾਦਾ ਬਾਬਾ ਅਜੀਤ ਸਿੰਘ ਸੋਸਾਇਟੀ ਵੱਲੋਂ ਚਲਾਏ ਜਾ ਰਹੇ ਗੁਰੂ ਨਾਨਕ ਦੇਵ ਡੈਲਾਇਸਿਸ ਸੈਂਟਰ ਵੱਲੋਂ ਮਾਰਚ ਮਹੀਨੇ ਦੌਰਾਨ 560 ਮੁਫ਼ਤ ਡੈਲਾਇਸਿਸ ਕੀਤੀਆਂ ਗਈਆਂ। ਹੁਣ ਤੱਕ 21153 ਮੁਫ਼ਤ ਡੈਲਾਇਸਿਸ ਕੀਤੀਆਂ ਜਾ ਚੁੱਕੀਆਂ ਹਨ। — [504, 454, 729, 482]
article-photo-secondary — [1346, 1655, 1537, 1803]
article-photo-secondary — [734, 1343, 958, 1467]
article-body-col4: ਸੰਯੁਕਤ ਕਿਸਾਨ ਮੋਰਚਾ ਵੱਲੋਂ ਕਿਸਾਨਾਂ ਦੀਆਂ ਭਖਵੀਆਂ ਮੰਗਾਂ ਨੂੰ ਲੈ ਕੇ 6 ਅਪ੍ਰੈਲ ਨੂੰ ਡੀ.ਸੀ ਦਫ਼ਤਰ ਅੱਗੇ ਧਰਨਾ ਦਿੱਤਾ ਜਾਵੇਗਾ। ਆਗੂਆਂ ਨੇ ਕਿਹਾ ਕਿ ਸਰਕਾਰ ਕਿਸਾਨਾਂ ਦੀਆਂ ਮੰਗਾਂ ਵੱਲ ਧਿਆਨ ਨਹੀਂ ਦੇ ਰਹੀ। — [1402, 1806, 1539, 1845]
photo-credit-tag — [504, 1114, 586, 1127]
newspaper-logo — [8, 17, 241, 62]
article-nanak-dev-dialysis — [498, 269, 965, 671]
article-photo — [17, 1348, 487, 1503]
credit-brand: ਪੰਜਾਬ ਟਾਇਮਜ਼ — [30, 1046, 72, 1056]
credit-tag: ਵਿਸ਼ੇਸ਼ — [74, 1045, 99, 1058]
article-labour-death — [498, 674, 965, 974]
credit-tag: ਵਿਸ਼ੇਸ਼ — [561, 200, 586, 213]
article-body-col3: ਜ਼ਿਲ੍ਹਾ ਮੈਜਿਸਟ੍ਰੇਟ ਵੱਲੋਂ ਭਾਰਤੀ ਨਾਗਰਿਕ ਸੁਰੱਖਿਆ ਸੰਹਿਤਾ 2023 ਦੀ ਧਾਰਾ 163 ਤਹਿਤ ਪ੍ਰਾਪਤ ਹੋਏ ਅਧਿਕਾਰਾਂ ਦੀ ਵਰਤੋਂ ਕਰਦਿਆਂ ਜ਼ਿਲ੍ਹੇ ਅੰਦਰ ਸ਼ਾਮ 7:00 ਵਜੇ ਤੋਂ ਸਵੇਰੇ 10:00 ਵਜੇ ਤੱਕ ਕੰਬਾਇਨਾਂ ਨਾਲ ਕਣਕ ਦੀ ਕਟਾਈ ਤੇ ਪੂਰਨ ਪਾਬੰਦੀ ਲਗਾਈ ਗਈ ਹੈ। — [358, 1043, 487, 1102]
headline: ਗੁਰੂ ਤੇਗ ਬਹਾਦਰ ਕਾਲਜ ਆਫ ਐਜੂਕੇਸ਼ਨ ਵੱਲੋਂ ਸਮਾਜਿਕ ਬੁਰਾਈਆਂ ਵਿਰੁੱਧ ਜਾਗਰੂਕਤਾ ਰੈਲੀ ਕੱਢੀ — [1008, 1299, 1507, 1315]
credit-brand: ਪੰਜਾਬ ਟਾਇਮਜ਼ — [782, 829, 824, 839]
headline: ਸਕੌਦੀ ਪਿੰਡ ਵਿਖੇ ਅਥਲੈਟਿਕਸ ਮੀਟ ਅਤੇ ਕਬੱਡੀ ਕੱਪ ਕਰਵਾਇਆ — [54, 370, 450, 389]
photo-credit-tag — [977, 723, 1059, 736]
article-body-col2: ਪ੍ਰਭੂ ਆਸਰਾ ਆਸ਼ਰਮ ਵਿਖੇ ਪਹੁੰਚਾਈ ਗਈ ਇੱਕ ਮ੍ਰਿਤਕ ਦੇਹ ਨੂੰ ਲੈਣ ਲਈ ਕੋਈ ਵੀ ਵਾਰਸ ਨਹੀਂ ਪਹੁੰਚਿਆ। ਪ੍ਰਸ਼ਾਸਨ ਵੱਲੋਂ ਅੰਤਿਮ ਸੰਸਕਾਰ ਦੀ ਕਾਰਵਾਈ ਕੀਤੀ ਜਾ ਰਹੀ ਹੈ। — [734, 846, 958, 865]
photo-credit-tag — [17, 818, 99, 832]
page-number: 2 — [1512, 22, 1550, 58]
masthead-edition-line: daily PUNJAB TIMES Jalandhar | ਬੁੱਧਵਾਰ | 1 ਅਪ੍ਰੈਲ 2026 — [1192, 30, 1502, 43]
photo-caption: ਜਾਣਕਾਰੀ ਦਿੰਦੇ ਹੋਏ ਗਿੰਦਰ ਕੁਮਾਰ ਤੇ ਹੋਰ — [1365, 846, 1467, 855]
article-aban-public-school — [498, 72, 965, 265]
article-photo — [17, 123, 300, 254]
credit-brand: ਪੰਜਾਬ ਟਾਇਮਜ਼ — [517, 202, 559, 212]
article-body: ਪ੍ਰਭੂ ਆਸਰਾ ਆਸ਼ਰਮ ਵਿਖੇ ਪਹੁੰਚਾਈ ਗਈ ਇੱਕ ਮ੍ਰਿਤਕ ਦੇਹ ਨੂੰ ਲੈਣ ਲਈ ਕੋਈ ਵੀ ਵਾਰਸ ਨਹੀਂ ਪਹੁੰਚਿਆ। ਪ੍ਰਸ਼ਾਸਨ ਵੱਲੋਂ ਅੰਤਿਮ ਸੰਸਕਾਰ ਦੀ ਕਾਰਵਾਈ ਕੀਤੀ ਜਾ ਰਹੀ ਹੈ। — [504, 731, 765, 750]
article-body-cont: ਸਕੂਲ ਵਿਖੇ ਗ੍ਰੈਜੂਏਸ਼ਨ ਸਮਾਰੋਹ ਦਾ ਆਯੋਜਨ ਕੀਤਾ ਗਿਆ ਜਿਸ ਵਿੱਚ ਨਿੱਕੇ-ਨਿੱਕੇ ਬੱਚਿਆਂ ਨੂੰ ਸਰਟੀਫਿਕੇਟ ਦੇ ਕੇ ਸਨਮਾਨਿਤ ਕੀਤਾ ਗਿਆ। ਸੈਸ਼ਨ 2025-26 ਦੇ ਵਿਦਿਆਰਥੀਆਂ ਨੇ ਸੱਭਿਆਚਾਰਕ ਪ੍ਰੋਗਰਾਮ ਪੇਸ਼ ਕੀਤੇ। — [504, 1535, 652, 1575]
cyan-swatch-icon — [22, 5, 30, 13]
article-dateline: ਸ੍ਰੀ ਮੁਕਤਸਰ ਸਾਹਿਬ, 31 ਮਾਰਚ (ਸੁਖਪਾਲ ਸਿੰਘ)- — [977, 142, 1106, 151]
article-photo — [1183, 124, 1537, 288]
article-body: ਪੰਜਾਬ ਪ੍ਰਦੇਸ਼ ਕਾਂਗਰਸ ਕਮੇਟੀ ਵੱਲੋਂ ਹਿੰਮਤਜੀਤ ਸਿੰਘ ਨੂੰ ਕਿਸਾਨ ਕਾਂਗਰਸ ਦਾ ਸੂਬਾ ਜਰਨਲ ਸਕੱਤਰ ਨਿਯੁਕਤ ਕੀਤਾ ਗਿਆ ਹੈ। — [17, 845, 170, 874]
photo-credit-tag — [504, 1469, 586, 1482]
photo-credit-tag — [504, 200, 586, 213]
article-photo — [1150, 1655, 1341, 1803]
article-body-col3b: ਸੰਯੁਕਤ ਕਿਸਾਨ ਮੋਰਚਾ ਵੱਲੋਂ ਕਿਸਾਨਾਂ ਦੀਆਂ ਭਖਵੀਆਂ ਮੰਗਾਂ ਨੂੰ ਲੈ ਕੇ 6 ਅਪ੍ਰੈਲ ਨੂੰ ਡੀ.ਸੀ ਦਫ਼ਤਰ ਅੱਗੇ ਧਰਨਾ ਦਿੱਤਾ ਜਾਵੇਗਾ। ਆਗੂਆਂ ਨੇ ਕਿਹਾ ਕਿ ਸਰਕਾਰ ਕਿਸਾਨਾਂ ਦੀਆਂ ਮੰਗਾਂ ਵੱਲ ਧਿਆਨ ਨਹੀਂ ਦੇ ਰਹੀ। — [1260, 1846, 1397, 1885]
credit-tag: ਵਿਸ਼ੇਸ਼ — [1034, 1656, 1059, 1670]
article-body-col1: ਗੁਰੂ ਤੇਗ ਬਹਾਦਰ ਕਾਲਜ ਆਫ ਐਜੂਕੇਸ਼ਨ ਦੇ ਵਿਦਿਆਰਥੀਆਂ ਵੱਲੋਂ ਸਮਾਜ ਵਿੱਚ ਫੈਲ ਰਹੀਆਂ ਬੁਰਾਈਆਂ ਵਿਰੁੱਧ ਜਾਗਰੂਕਤਾ ਰੈਲੀ ਕੱਢੀ ਗਈ। — [976, 1457, 1160, 1476]
headline: ਭਗਵੰਤ ਸਿੰਘ ਮਾਨ ਦੀ ਲੋਕ ਪੱਖੀ ਸੋਚ ਨੇ ਪੰਜਾਬ 'ਚ ਲਿਆਂਦੀ ਨਵੀਂ ਕ੍ਰਾਂਤੀ : ਰਜਿੰਦਰ ਮਾਰਸ਼ਲ — [1018, 984, 1496, 1001]
credit-tag: ਵਿਸ਼ੇਸ਼ — [74, 255, 99, 268]
article-body-continued-2: ਪ੍ਰਤਾਪ ਵਰਲਡ ਸਕੂਲ (ਪੀਡਬਲਯੂਐਸ), ਧਨਾਲਿਕ ਨੇ ਅਕਾਦਮਿਕ ਸੈਸ਼ਨ 2026-27 ਲਈ ਮਾਪਿਆਂ ਦੇ ਓਰੀਐਂਟੇਸ਼ਨ ਸੈਸ਼ਨ ਦਾ ਆਯੋਜਨ ਕੀਤਾ। ਇਸ ਸੈਸ਼ਨ ਵਿੱਚ ਵੱਡੀ ਗਿਣਤੀ ਵਿੱਚ ਮਾਪਿਆਂ ਨੇ ਸ਼ਿਰਕਤ ਕੀਤੀ। ਸਕੂਲ ਦੇ ਪ੍ਰਿੰਸੀਪਲ ਨੇ ਨਵੇਂ ਸੈਸ਼ਨ ਦੀਆਂ ਯੋਜਨਾਵਾਂ, ਪਾਠਕ੍ਰਮ ਅਤੇ ਬੱਚਿਆਂ ਦੇ ਸਰਬਪੱਖੀ ਵਿਕਾਸ ਬਾਰੇ ਵਿਸਥਾਰ ਨਾਲ ਜਾਣਕਾਰੀ ਦਿੱਤੀ। ਉਨ੍ਹਾਂ ਕਿਹਾ ਕਿ ਸਕੂਲ ਵਿੱਚ ਵਿਦਿਆਰਥੀਆਂ ਨੂੰ ਆਧੁਨਿਕ ਸਿੱਖਿਆ ਦੇ ਨਾਲ-ਨਾਲ ਨੈਤਿਕ ਕਦਰਾਂ-ਕੀਮਤਾਂ ਦੀ ਸਿੱਖਿਆ ਵੀ ਦਿੱਤੀ ਜਾਂਦੀ ਹੈ। — [304, 195, 487, 264]
photo-credit-tag — [977, 1323, 1059, 1336]
article-body-col1b: ਸੰਯੁਕਤ ਕਿਸਾਨ ਮੋਰਚਾ ਵੱਲੋਂ ਕਿਸਾਨਾਂ ਦੀਆਂ ਭਖਵੀਆਂ ਮੰਗਾਂ ਨੂੰ ਲੈ ਕੇ 6 ਅਪ੍ਰੈਲ ਨੂੰ ਡੀ.ਸੀ ਦਫ਼ਤਰ ਅੱਗੇ ਧਰਨਾ ਦਿੱਤਾ ਜਾਵੇਗਾ। ਆਗੂਆਂ ਨੇ ਕਿਹਾ ਕਿ ਸਰਕਾਰ ਕਿਸਾਨਾਂ ਦੀਆਂ ਮੰਗਾਂ ਵੱਲ ਧਿਆਨ ਨਹੀਂ ਦੇ ਰਹੀ। — [976, 1846, 1113, 1885]
subheadline: ਇਸ ਨੂੰ ਤਿੰਨ ਸ਼ਿਫਟਾਂ ਨਾਲ ਦੀ ਸਹੂਲੀ ਜਾਰੀ ਹੈ ਸੈਂਟਰ : ਪ੍ਰਧਾਨ ਸ਼ਰਨ ਸਿੰਘ — [615, 314, 847, 324]
article-body: ਸੰਯੁਕਤ ਕਿਸਾਨ ਮੋਰਚਾ ਵੱਲੋਂ ਕਿਸਾਨਾਂ ਦੀਆਂ ਭਖਵੀਆਂ ਮੰਗਾਂ ਨੂੰ ਲੈ ਕੇ 6 ਅਪ੍ਰੈਲ ਨੂੰ ਡੀ.ਸੀ ਦਫ਼ਤਰ ਅੱਗੇ ਧਰਨਾ ਦਿੱਤਾ ਜਾਵੇਗਾ। ਆਗੂਆਂ ਨੇ ਕਿਹਾ ਕਿ ਸਰਕਾਰ ਕਿਸਾਨਾਂ ਦੀਆਂ ਮੰਗਾਂ ਵੱਲ ਧਿਆਨ ਨਹੀਂ ਦੇ ਰਹੀ। — [977, 1682, 1144, 1721]
black-swatch-icon — [1526, 5, 1534, 13]
credit-tag: ਵਿਸ਼ੇਸ਼ — [827, 828, 852, 841]
credit-brand: ਪੰਜਾਬ ਟਾਇਮਜ਼ — [30, 1507, 72, 1516]
article-body-continued: ਪ੍ਰਤਾਪ ਵਰਲਡ ਸਕੂਲ (ਪੀਡਬਲਯੂਐਸ), ਧਨਾਲਿਕ ਨੇ ਅਕਾਦਮਿਕ ਸੈਸ਼ਨ 2026-27 ਲਈ ਮਾਪਿਆਂ ਦੇ ਓਰੀਐਂਟੇਸ਼ਨ ਸੈਸ਼ਨ ਦਾ ਆਯੋਜਨ ਕੀਤਾ। ਇਸ ਸੈਸ਼ਨ ਵਿੱਚ ਵੱਡੀ ਗਿਣਤੀ ਵਿੱਚ ਮਾਪਿਆਂ ਨੇ ਸ਼ਿਰਕਤ ਕੀਤੀ। ਸਕੂਲ ਦੇ ਪ੍ਰਿੰਸੀਪਲ ਨੇ ਨਵੇਂ ਸੈਸ਼ਨ ਦੀਆਂ ਯੋਜਨਾਵਾਂ, ਪਾਠਕ੍ਰਮ ਅਤੇ ਬੱਚਿਆਂ ਦੇ ਸਰਬਪੱਖੀ ਵਿਕਾਸ ਬਾਰੇ ਵਿਸਥਾਰ ਨਾਲ ਜਾਣਕਾਰੀ ਦਿੱਤੀ। ਉਨ੍ਹਾਂ ਕਿਹਾ ਕਿ ਸਕੂਲ ਵਿੱਚ ਵਿਦਿਆਰਥੀਆਂ ਨੂੰ ਆਧੁਨਿਕ ਸਿੱਖਿਆ ਦੇ ਨਾਲ-ਨਾਲ ਨੈਤਿਕ ਕਦਰਾਂ-ਕੀਮਤਾਂ ਦੀ ਸਿੱਖਿਆ ਵੀ ਦਿੱਤੀ ਜਾਂਦੀ ਹੈ। — [304, 124, 487, 193]
article-photo — [17, 395, 487, 512]
result-line-1: 492/500 (98.4%) ਨਾਲ ਪਹਿਲਾ — [734, 216, 819, 225]
photo-caption: ਜ਼ਿਲ੍ਹਾ ਮੈਜਿਸਟ੍ਰੇਟ — [250, 1161, 300, 1169]
photo-caption: ਮ੍ਰਿਤਕ ਮਿਹਨਤ ਦੀ ਤਸਵੀਰ — [827, 815, 901, 824]
magenta-swatch-icon — [33, 5, 41, 13]
article-body: ਸ਼ੇਰਗੜ੍ਹ ਪ੍ਰੈਸ ਕਲੱਬ ਵੱਲੋਂ ਪ੍ਰੀਖਿਆ ਵਿੱਚ ਵਧੀਆ ਅੰਕ ਹਾਸਲ ਕਰਨ ਵਾਲੀਆਂ ਹੋਣਹਾਰ ਵਿਦਿਆਰਥਣਾਂ ਨੂੰ ਸਨਮਾਨਿਤ ਕੀਤਾ ਗਿਆ। — [504, 1140, 652, 1169]
headline: ਗੁਰੂ ਨਾਨਕ ਦੇਵ ਡੈਲਾਇਸਿਸ ਸੈਂਟਰ ਵੱਲੋਂ ਮਾਰਚ ਮਹੀਨੇ 'ਚ ਕੀਤੀਆਂ 560 ਮੁਫ਼ਤ ਡੈਲਾਇਸਿਸ — [530, 275, 933, 310]
article-farmers-morcha — [969, 1607, 1545, 2367]
article-body-c: ਜ਼ਿਲ੍ਹਾ ਮੈਜਿਸਟ੍ਰੇਟ ਵੱਲੋਂ ਭਾਰਤੀ ਨਾਗਰਿਕ ਸੁਰੱਖਿਆ ਸੰਹਿਤਾ 2023 ਦੀ ਧਾਰਾ 163 ਤਹਿਤ ਪ੍ਰਾਪਤ ਹੋਏ ਅਧਿਕਾਰਾਂ ਦੀ ਵਰਤੋਂ ਕਰਦਿਆਂ ਜ਼ਿਲ੍ਹੇ ਅੰਦਰ ਸ਼ਾਮ 7:00 ਵਜੇ ਤੋਂ ਸਵੇਰੇ 10:00 ਵਜੇ ਤੱਕ ਕੰਬਾਇਨਾਂ ਨਾਲ ਕਣਕ ਦੀ ਕਟਾਈ ਤੇ ਪੂਰਨ ਪਾਬੰਦੀ ਲਗਾਈ ਗਈ ਹੈ। — [334, 1175, 488, 1224]
article-body-c: ਗੁਰੂ ਰਾਮਦਾਸ ਚੈਰੀਟੇਬਲ ਹਸਪਤਾਲ ਸ਼ਾਹਕੋਟ ਵਿੱਚ ਪਿਛਲੇ ਤਿੰਨ ਸਾਲਾਂ ਤੋਂ ਲਗਾਤਾਰ ਲੋੜਵੰਦ ਮਰੀਜ਼ਾਂ ਨੂੰ ਮੁਫ਼ਤ ਅਤੇ ਸਸਤੀਆਂ ਸਿਹਤ ਸੇਵਾਵਾਂ ਪ੍ਰਦਾਨ ਕੀਤੀਆਂ ਜਾ ਰਹੀਆਂ ਹਨ। — [1354, 861, 1540, 889]
article-sakodi-athletics — [11, 364, 493, 668]
